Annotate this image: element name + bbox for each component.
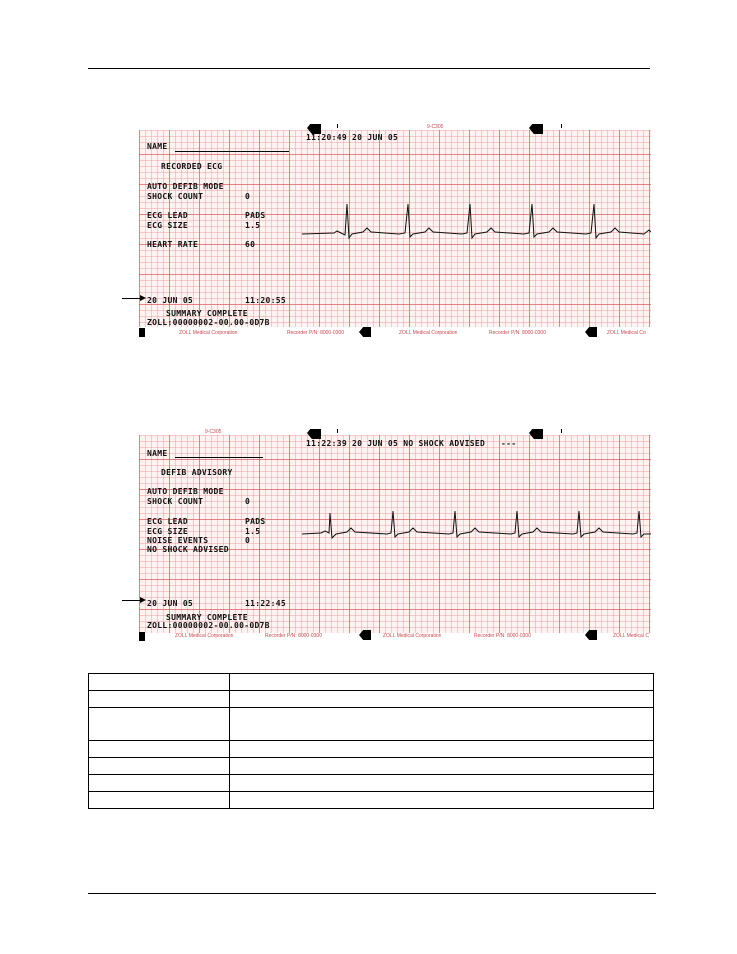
footer-rule bbox=[88, 893, 656, 894]
strip-timestamp: 11:20:49 20 JUN 05 bbox=[306, 133, 399, 142]
table-row bbox=[89, 741, 654, 758]
ecg-size-value: 1.5 bbox=[245, 527, 261, 536]
arrow-icon bbox=[122, 600, 144, 601]
footer-text: Recorder P/N: 8000-0300 bbox=[474, 633, 531, 639]
summary-status: SUMMARY COMPLETE bbox=[166, 309, 248, 318]
report-title: RECORDED ECG bbox=[161, 162, 223, 171]
footer-text: Recorder P/N: 8000-0300 bbox=[265, 633, 322, 639]
name-label: NAME bbox=[147, 142, 168, 151]
paper-code: 9-C305 bbox=[205, 429, 222, 435]
ecg-waveform-2 bbox=[139, 429, 651, 643]
mode-label: AUTO DEFIB MODE bbox=[147, 182, 224, 191]
footer-text: ZOLL Medical Corporation bbox=[179, 330, 238, 336]
header-rule bbox=[88, 68, 650, 69]
mode-label: AUTO DEFIB MODE bbox=[147, 487, 224, 496]
ecg-lead-value: PADS bbox=[245, 517, 266, 526]
shock-count-label: SHOCK COUNT bbox=[147, 497, 204, 506]
footer-text: ZOLL Medical Corporation bbox=[175, 633, 234, 639]
footer-text: ZOLL Medical Corporation bbox=[399, 330, 458, 336]
strip-timestamp: 11:22:39 20 JUN 05 NO SHOCK ADVISED bbox=[306, 439, 486, 448]
summary-time: 11:20:55 bbox=[245, 296, 286, 305]
summary-date: 20 JUN 05 bbox=[147, 296, 194, 305]
table-row bbox=[89, 775, 654, 792]
table-row bbox=[89, 674, 654, 691]
footer-text: ZOLL Medical C bbox=[613, 633, 649, 639]
paper-code: 9-C305 bbox=[427, 124, 444, 130]
footer-text: ZOLL Medical Corporation bbox=[383, 633, 442, 639]
summary-status: SUMMARY COMPLETE bbox=[166, 613, 248, 622]
ecg-size-label: ECG SIZE bbox=[147, 221, 188, 230]
summary-date: 20 JUN 05 bbox=[147, 599, 194, 608]
device-id: ZOLL:00000002-00.00-0D7B bbox=[147, 318, 270, 327]
table-row bbox=[89, 758, 654, 775]
noise-events-label: NOISE EVENTS bbox=[147, 536, 209, 545]
table-row bbox=[89, 691, 654, 708]
ecg-lead-label: ECG LEAD bbox=[147, 211, 188, 220]
heart-rate-label: HEART RATE bbox=[147, 240, 199, 249]
table-row bbox=[89, 708, 654, 741]
ecg-size-value: 1.5 bbox=[245, 221, 261, 230]
advisory-result: NO SHOCK ADVISED bbox=[147, 545, 229, 554]
arrow-icon bbox=[122, 298, 144, 299]
ecg-strip-advisory bbox=[139, 429, 651, 643]
footer-text: Recorder P/N: 8000-0300 bbox=[489, 330, 546, 336]
noise-events-value: 0 bbox=[245, 536, 251, 545]
name-label: NAME bbox=[147, 449, 168, 458]
shock-count-label: SHOCK COUNT bbox=[147, 192, 204, 201]
ecg-lead-value: PADS bbox=[245, 211, 266, 220]
description-table bbox=[88, 673, 654, 809]
summary-time: 11:22:45 bbox=[245, 599, 286, 608]
shock-count-value: 0 bbox=[245, 497, 251, 506]
timestamp-trailing: --- bbox=[501, 439, 517, 448]
ecg-size-label: ECG SIZE bbox=[147, 527, 188, 536]
footer-text: ZOLL Medical Co bbox=[607, 330, 646, 336]
ecg-strip-recorded bbox=[139, 124, 651, 337]
ecg-waveform-1 bbox=[139, 124, 651, 337]
heart-rate-value: 60 bbox=[245, 240, 256, 249]
footer-text: Recorder P/N: 8000-0300 bbox=[287, 330, 344, 336]
report-title: DEFIB ADVISORY bbox=[161, 468, 233, 477]
ecg-lead-label: ECG LEAD bbox=[147, 517, 188, 526]
device-id: ZOLL:00000002-00.00-0D7B bbox=[147, 621, 270, 630]
table-row bbox=[89, 792, 654, 809]
shock-count-value: 0 bbox=[245, 192, 251, 201]
